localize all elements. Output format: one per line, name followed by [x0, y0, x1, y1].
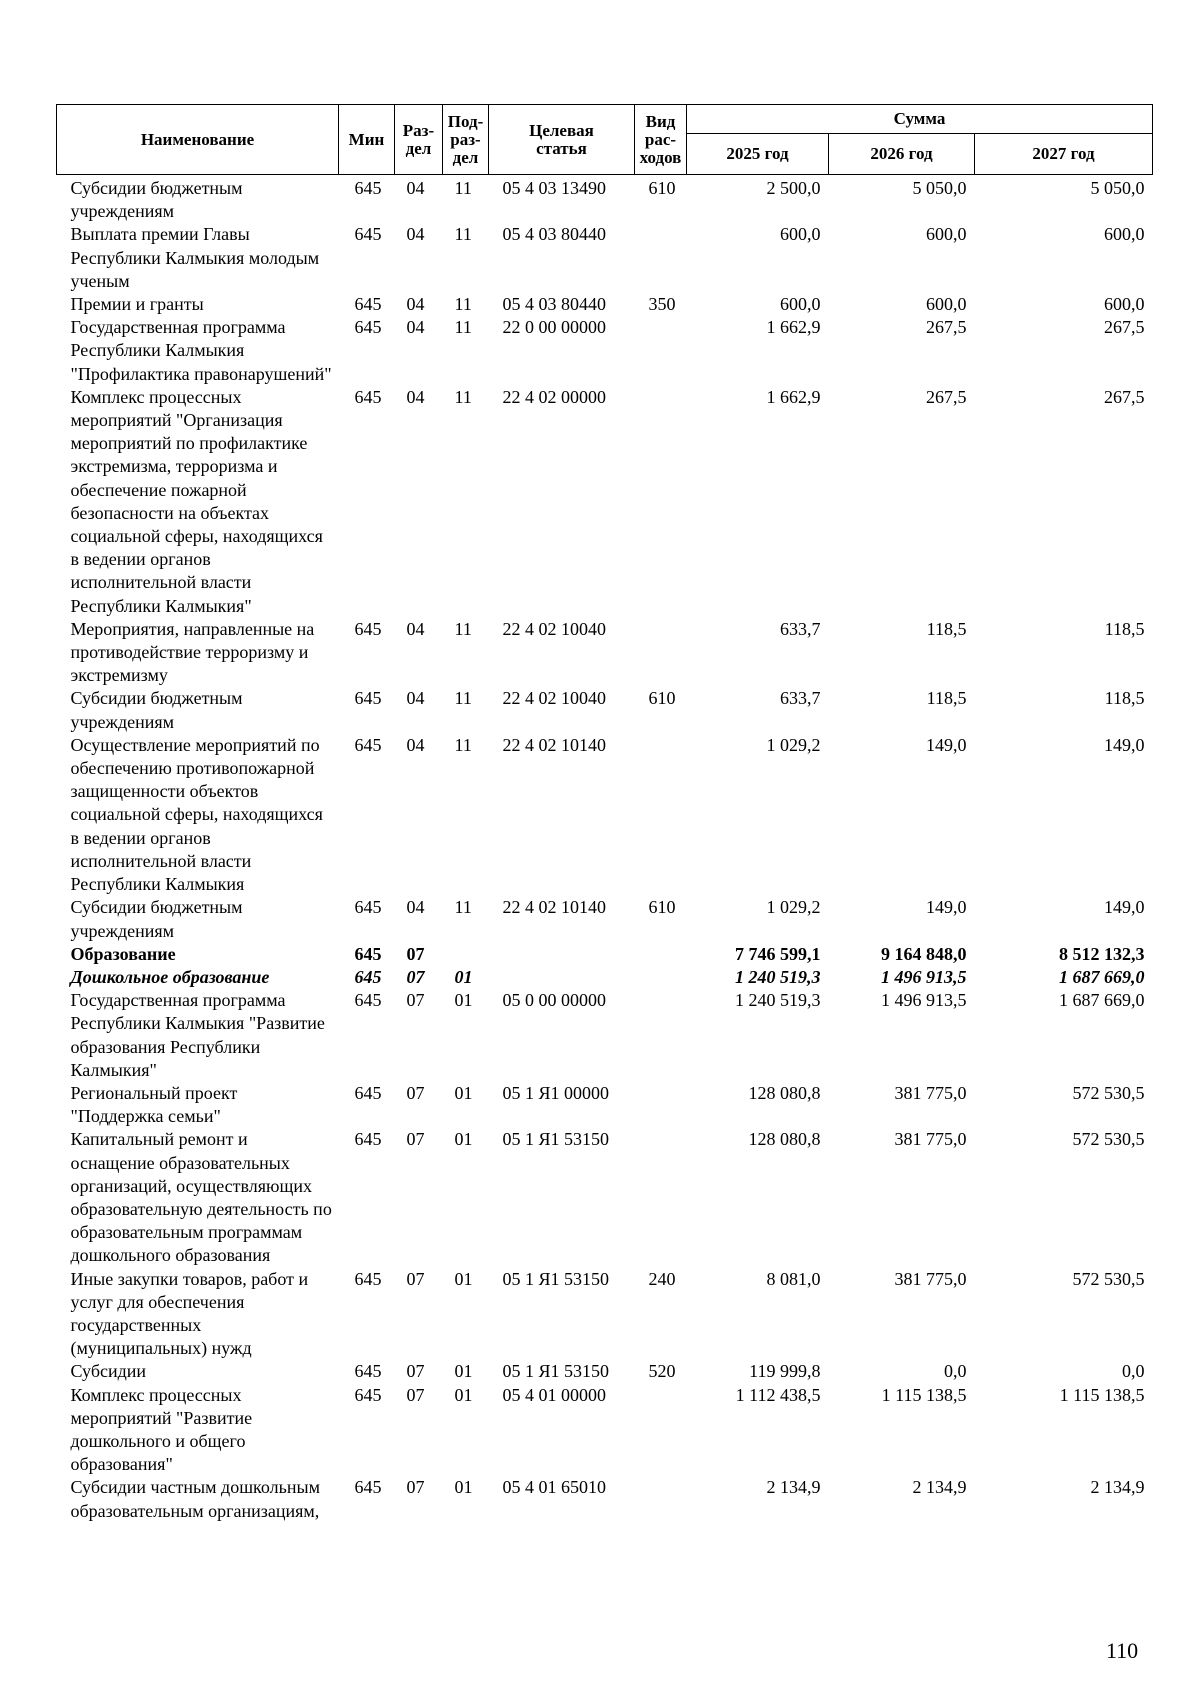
table-row: [57, 223, 1153, 293]
row-celevaya: 05 4 01 65010: [502, 1477, 606, 1498]
row-name: Субсидии бюджетным учреждениям: [70, 897, 243, 941]
row-name: Осуществление мероприятий по обеспечению противопожарной защищенности объектов социальной сферы, находящихся в ведении органов исполнительной власти Республики Калмыкия: [70, 734, 323, 895]
row-name: Субсидии: [70, 1361, 147, 1382]
row-razdel: 04: [406, 734, 425, 755]
table-row: [57, 1476, 1153, 1522]
header-2027: 2027 год: [975, 134, 1153, 175]
row-vid: 350: [648, 294, 676, 315]
row-min: 645: [354, 1477, 382, 1498]
row-celevaya: 22 4 02 10140: [502, 734, 606, 755]
row-name: Субсидии бюджетным учреждениям: [70, 178, 243, 222]
row-amount-2027: 149,0: [1104, 897, 1145, 918]
row-razdel: 07: [406, 1477, 425, 1498]
table-row: [57, 1360, 1153, 1383]
row-min: 645: [354, 688, 382, 709]
row-amount-2027: 0,0: [1122, 1361, 1145, 1382]
row-amount-2025: 1 662,9: [766, 317, 821, 338]
header-celevaya-label: Целевая статья: [529, 120, 594, 158]
row-amount-2026: 9 164 848,0: [881, 943, 967, 964]
row-amount-2025: 633,7: [780, 618, 821, 639]
row-name: Субсидии бюджетным учреждениям: [70, 688, 243, 732]
row-celevaya: 22 4 02 00000: [502, 386, 606, 407]
row-podrazdel: [443, 943, 489, 966]
row-celevaya: 22 4 02 10140: [502, 897, 606, 918]
row-celevaya: 05 1 Я1 53150: [502, 1361, 610, 1382]
row-razdel: 04: [406, 688, 425, 709]
row-amount-2026: 381 775,0: [894, 1129, 967, 1150]
row-amount-2027: 118,5: [1104, 688, 1145, 709]
row-amount-2027: 2 134,9: [1090, 1477, 1145, 1498]
row-amount-2025: 2 500,0: [766, 178, 821, 198]
row-celevaya: 05 0 00 00000: [502, 990, 606, 1011]
row-amount-2026: 1 115 138,5: [881, 1384, 967, 1405]
row-name: Региональный проект "Поддержка семьи": [70, 1082, 238, 1127]
row-amount-2026: 5 050,0: [912, 178, 967, 198]
row-podrazdel: 11: [454, 317, 472, 338]
row-vid: [635, 223, 687, 293]
row-vid: [635, 1082, 687, 1128]
row-name: Государственная программа Республики Калмыкия "Развитие образования Республики Калмыкия": [70, 990, 325, 1080]
row-celevaya: [489, 943, 635, 966]
row-min: 645: [354, 943, 382, 964]
row-celevaya: [489, 966, 635, 989]
row-name: Капитальный ремонт и оснащение образовательных организаций, осуществляющих образовательную деятельность по образовательным программам дошкольного образования: [70, 1129, 332, 1266]
row-amount-2026: 149,0: [926, 897, 967, 918]
row-razdel: 04: [406, 618, 425, 639]
row-celevaya: 05 1 Я1 00000: [502, 1082, 610, 1103]
row-podrazdel: 01: [454, 1384, 473, 1405]
row-amount-2026: 381 775,0: [894, 1082, 967, 1103]
row-amount-2025: 128 080,8: [748, 1082, 821, 1103]
row-podrazdel: 01: [454, 1082, 473, 1103]
row-podrazdel: 01: [454, 1268, 473, 1289]
row-amount-2025: 128 080,8: [748, 1129, 821, 1150]
row-amount-2026: 600,0: [926, 224, 967, 245]
row-name: Образование: [70, 943, 176, 964]
row-podrazdel: 11: [454, 294, 472, 315]
row-razdel: 07: [406, 1268, 425, 1289]
row-amount-2025: 1 029,2: [766, 897, 821, 918]
row-amount-2026: 0,0: [944, 1361, 967, 1382]
header-2026: 2026 год: [829, 134, 975, 175]
row-razdel: 07: [406, 1384, 425, 1405]
row-amount-2027: 1 687 669,0: [1059, 990, 1145, 1011]
table-row: [57, 1384, 1153, 1477]
row-amount-2027: 1 115 138,5: [1059, 1384, 1145, 1405]
row-min: 645: [354, 178, 382, 198]
row-podrazdel: 01: [454, 1129, 473, 1150]
row-amount-2025: 119 999,8: [749, 1361, 821, 1382]
table-row: [57, 943, 1153, 966]
row-amount-2027: 600,0: [1104, 224, 1145, 245]
row-amount-2027: 267,5: [1104, 317, 1145, 338]
header-min: Мин: [339, 105, 395, 175]
row-vid: 610: [648, 688, 676, 709]
row-celevaya: 05 4 03 80440: [502, 294, 606, 315]
row-amount-2027: 149,0: [1104, 734, 1145, 755]
row-amount-2026: 1 496 913,5: [881, 966, 967, 987]
row-podrazdel: 11: [454, 618, 472, 639]
row-amount-2025: 600,0: [780, 224, 821, 245]
header-razdel-label: Раз- дел: [402, 120, 435, 158]
table-body: [57, 175, 1153, 1523]
table-row: [57, 966, 1153, 989]
row-amount-2027: 1 687 669,0: [1059, 966, 1145, 987]
row-name: Премии и гранты: [70, 294, 204, 315]
row-vid: [635, 316, 687, 386]
page-number: 110: [1106, 1638, 1139, 1663]
row-min: 645: [354, 1268, 382, 1289]
row-vid: 520: [648, 1361, 676, 1382]
row-amount-2025: 1 112 438,5: [735, 1384, 821, 1405]
row-vid: [635, 966, 687, 989]
header-2025: 2025 год: [687, 134, 829, 175]
row-amount-2027: 572 530,5: [1072, 1082, 1145, 1103]
budget-table: [56, 104, 1153, 1523]
table-row: [57, 175, 1153, 224]
row-razdel: 04: [406, 386, 425, 407]
row-min: 645: [354, 1082, 382, 1103]
row-celevaya: 05 4 03 13490: [502, 178, 606, 198]
row-name: Мероприятия, направленные на противодействие терроризму и экстремизму: [70, 618, 315, 686]
row-celevaya: 22 0 00 00000: [502, 317, 606, 338]
row-vid: [635, 943, 687, 966]
row-celevaya: 22 4 02 10040: [502, 688, 606, 709]
row-min: 645: [354, 897, 382, 918]
row-razdel: 04: [406, 897, 425, 918]
row-razdel: 04: [406, 178, 425, 198]
row-name: Иные закупки товаров, работ и услуг для обеспечения государственных (муниципальных) нужд: [70, 1268, 309, 1359]
table-row: [57, 687, 1153, 733]
row-amount-2025: 1 240 519,3: [735, 990, 821, 1011]
row-podrazdel: 01: [454, 1477, 473, 1498]
row-vid: 610: [648, 178, 676, 198]
row-amount-2026: 2 134,9: [912, 1477, 967, 1498]
header-vid: [635, 105, 687, 175]
row-name: Субсидии частным дошкольным образовательным организациям,: [70, 1477, 320, 1521]
table-row: [57, 896, 1153, 942]
row-celevaya: 05 1 Я1 53150: [502, 1268, 610, 1289]
row-amount-2027: 572 530,5: [1072, 1129, 1145, 1150]
table-row: [57, 618, 1153, 688]
row-amount-2026: 149,0: [926, 734, 967, 755]
row-podrazdel: 11: [454, 897, 472, 918]
row-razdel: 04: [406, 294, 425, 315]
row-vid: [635, 618, 687, 688]
row-podrazdel: 11: [454, 178, 472, 198]
row-amount-2026: 118,5: [926, 618, 967, 639]
row-name: Дошкольное образование: [70, 966, 270, 987]
header-name: Наименование: [57, 105, 339, 175]
row-amount-2026: 600,0: [926, 294, 967, 315]
row-podrazdel: 11: [454, 688, 472, 709]
row-podrazdel: 01: [454, 966, 473, 987]
row-min: 645: [354, 1384, 382, 1405]
header-celevaya: [489, 105, 635, 175]
row-podrazdel: 01: [454, 1361, 473, 1382]
table-row: [57, 293, 1153, 316]
row-podrazdel: 11: [454, 386, 472, 407]
row-amount-2025: 633,7: [780, 688, 821, 709]
row-razdel: 07: [406, 1361, 425, 1382]
row-min: 645: [354, 294, 382, 315]
row-amount-2026: 381 775,0: [894, 1268, 967, 1289]
row-vid: [635, 386, 687, 618]
table-row: [57, 1128, 1153, 1267]
row-amount-2027: 8 512 132,3: [1059, 943, 1145, 964]
row-amount-2027: 118,5: [1104, 618, 1145, 639]
row-amount-2025: 1 029,2: [766, 734, 821, 755]
header-podrazdel-label: Под- раз- дел: [447, 111, 484, 167]
row-razdel: 07: [406, 990, 425, 1011]
row-amount-2025: 8 081,0: [766, 1268, 821, 1289]
row-min: 645: [354, 990, 382, 1011]
row-amount-2026: 118,5: [926, 688, 967, 709]
row-celevaya: 05 1 Я1 53150: [502, 1129, 610, 1150]
header-podrazdel: [443, 105, 489, 175]
table-row: [57, 1268, 1153, 1361]
header-razdel: [395, 105, 443, 175]
row-amount-2026: 1 496 913,5: [881, 990, 967, 1011]
table-row: [57, 1082, 1153, 1128]
row-min: 645: [354, 966, 382, 987]
row-razdel: 04: [406, 317, 425, 338]
row-vid: [635, 1128, 687, 1267]
row-razdel: 07: [406, 1129, 425, 1150]
row-amount-2027: 5 050,0: [1090, 178, 1145, 198]
row-amount-2025: 7 746 599,1: [735, 943, 821, 964]
row-amount-2027: 600,0: [1104, 294, 1145, 315]
row-vid: [635, 1476, 687, 1522]
row-podrazdel: 11: [454, 734, 472, 755]
row-amount-2025: 2 134,9: [766, 1477, 821, 1498]
row-min: 645: [354, 317, 382, 338]
row-amount-2025: 1 240 519,3: [735, 966, 821, 987]
row-name: Государственная программа Республики Калмыкия "Профилактика правонарушений": [70, 317, 332, 384]
row-amount-2027: 572 530,5: [1072, 1268, 1145, 1289]
row-vid: 610: [648, 897, 676, 918]
row-amount-2026: 267,5: [926, 317, 967, 338]
table-row: [57, 734, 1153, 896]
row-min: 645: [354, 1361, 382, 1382]
table-row: [57, 989, 1153, 1082]
row-vid: 240: [648, 1268, 676, 1289]
row-celevaya: 05 4 01 00000: [502, 1384, 606, 1405]
row-amount-2025: 600,0: [780, 294, 821, 315]
row-razdel: 04: [406, 224, 425, 245]
table-row: [57, 386, 1153, 618]
row-min: 645: [354, 734, 382, 755]
row-podrazdel: 11: [454, 224, 472, 245]
table-row: [57, 316, 1153, 386]
header-summa: Сумма: [687, 105, 1153, 134]
row-celevaya: 22 4 02 10040: [502, 618, 606, 639]
row-min: 645: [354, 386, 382, 407]
row-vid: [635, 989, 687, 1082]
header-vid-label: Вид рас- ходов: [639, 111, 682, 167]
row-amount-2026: 267,5: [926, 386, 967, 407]
row-name: Комплекс процессных мероприятий "Организация мероприятий по профилактике экстремизма, терроризма и обеспечение пожарной безопасности на объектах социальной сферы, находящихся в ведении органов исполнительной власти Республики Калмыкия": [70, 386, 323, 616]
row-vid: [635, 1384, 687, 1477]
row-min: 645: [354, 224, 382, 245]
row-razdel: 07: [406, 943, 425, 964]
table-header: [57, 105, 1153, 175]
row-min: 645: [354, 1129, 382, 1150]
row-razdel: 07: [406, 1082, 425, 1103]
row-razdel: 07: [406, 966, 425, 987]
row-name: Комплекс процессных мероприятий "Развитие дошкольного и общего образования": [70, 1384, 253, 1475]
row-name: Выплата премии Главы Республики Калмыкия молодым ученым: [70, 224, 320, 291]
row-amount-2027: 267,5: [1104, 386, 1145, 407]
row-podrazdel: 01: [454, 990, 473, 1011]
row-amount-2025: 1 662,9: [766, 386, 821, 407]
row-min: 645: [354, 618, 382, 639]
row-celevaya: 05 4 03 80440: [502, 224, 606, 245]
row-vid: [635, 734, 687, 896]
